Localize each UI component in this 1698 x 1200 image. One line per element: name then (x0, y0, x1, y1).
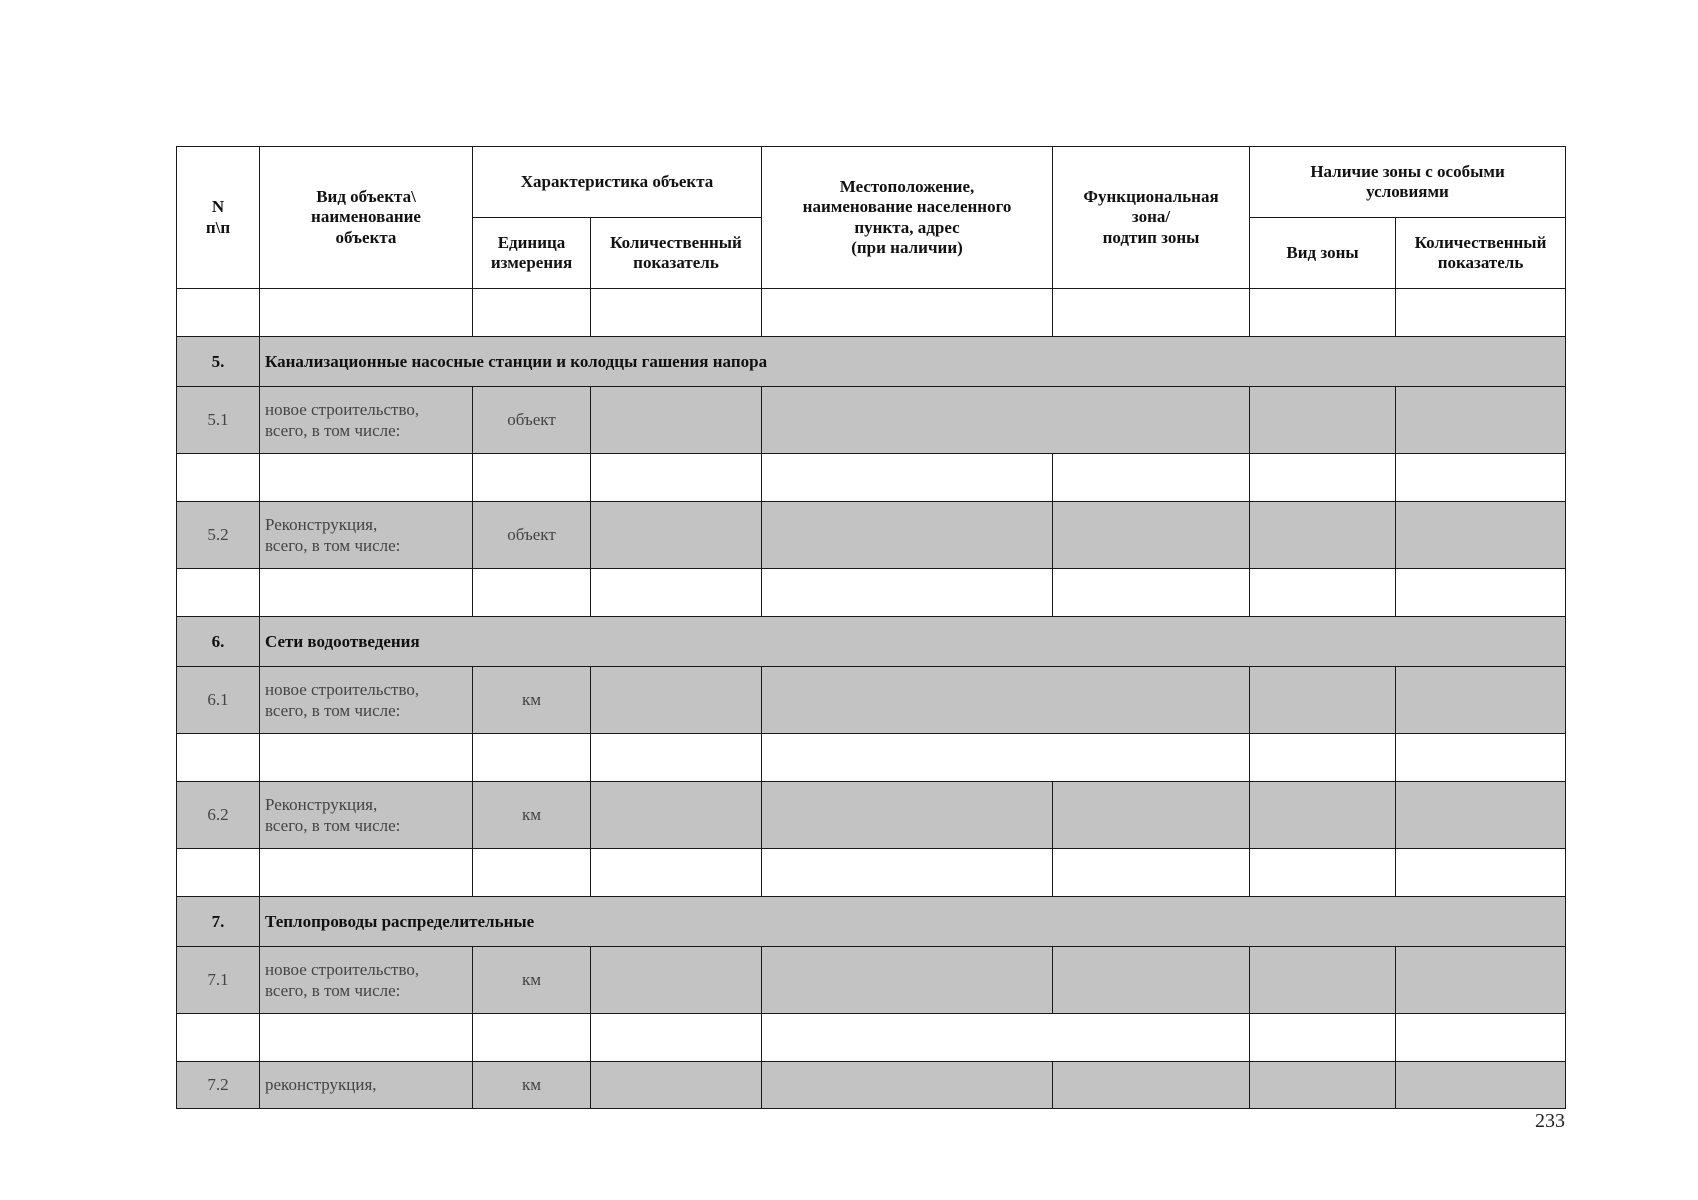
row-number: 5.2 (177, 502, 260, 569)
page-number: 233 (1535, 1110, 1565, 1132)
row-name: новое строительство, всего, в том числе: (260, 667, 473, 734)
row-name: новое строительство, всего, в том числе: (260, 947, 473, 1014)
row-number: 7.2 (177, 1062, 260, 1109)
section-title: Канализационные насосные станции и колодцы гашения напора (260, 337, 1566, 387)
section-title: Теплопроводы распределительные (260, 897, 1566, 947)
table-row (177, 1062, 1566, 1109)
row-name: новое строительство, всего, в том числе: (260, 387, 473, 454)
row-unit: объект (473, 502, 591, 569)
header-quantity: Количественный показатель (591, 218, 762, 289)
section-title: Сети водоотведения (260, 617, 1566, 667)
row-number: 7.1 (177, 947, 260, 1014)
row-unit: км (473, 667, 591, 734)
table-row (177, 782, 1566, 849)
row-number: 6.1 (177, 667, 260, 734)
header-zone-quantity: Количественный показатель (1396, 218, 1566, 289)
row-unit: км (473, 947, 591, 1014)
header-special-zones: Наличие зоны с особыми условиями (1250, 147, 1566, 218)
row-name: Реконструкция, всего, в том числе: (260, 782, 473, 849)
header-unit: Единица измерения (473, 218, 591, 289)
section-row (177, 617, 1566, 667)
table-row (177, 387, 1566, 454)
empty-row (177, 1014, 1566, 1062)
section-row (177, 337, 1566, 387)
header-num: N п\п (177, 147, 260, 289)
table-row (177, 947, 1566, 1014)
section-row (177, 897, 1566, 947)
row-number: 5.1 (177, 387, 260, 454)
table-row (177, 502, 1566, 569)
row-unit: объект (473, 387, 591, 454)
header-functional-zone: Функциональная зона/ подтип зоны (1053, 147, 1250, 289)
row-name: Реконструкция, всего, в том числе: (260, 502, 473, 569)
empty-row (177, 289, 1566, 337)
empty-row (177, 849, 1566, 897)
header-location: Местоположение, наименование населенного пункта, адрес (при наличии) (762, 147, 1053, 289)
empty-row (177, 734, 1566, 782)
planning-table (176, 146, 1566, 1109)
empty-row (177, 454, 1566, 502)
row-name: реконструкция, (260, 1062, 473, 1109)
section-number: 7. (177, 897, 260, 947)
row-unit: км (473, 782, 591, 849)
table-row (177, 667, 1566, 734)
header-characteristic: Характеристика объекта (473, 147, 762, 218)
header-object-type: Вид объекта\ наименование объекта (260, 147, 473, 289)
header-zone-type: Вид зоны (1250, 218, 1396, 289)
row-unit: км (473, 1062, 591, 1109)
row-number: 6.2 (177, 782, 260, 849)
section-number: 5. (177, 337, 260, 387)
empty-row (177, 569, 1566, 617)
header-row (177, 147, 1566, 218)
section-number: 6. (177, 617, 260, 667)
